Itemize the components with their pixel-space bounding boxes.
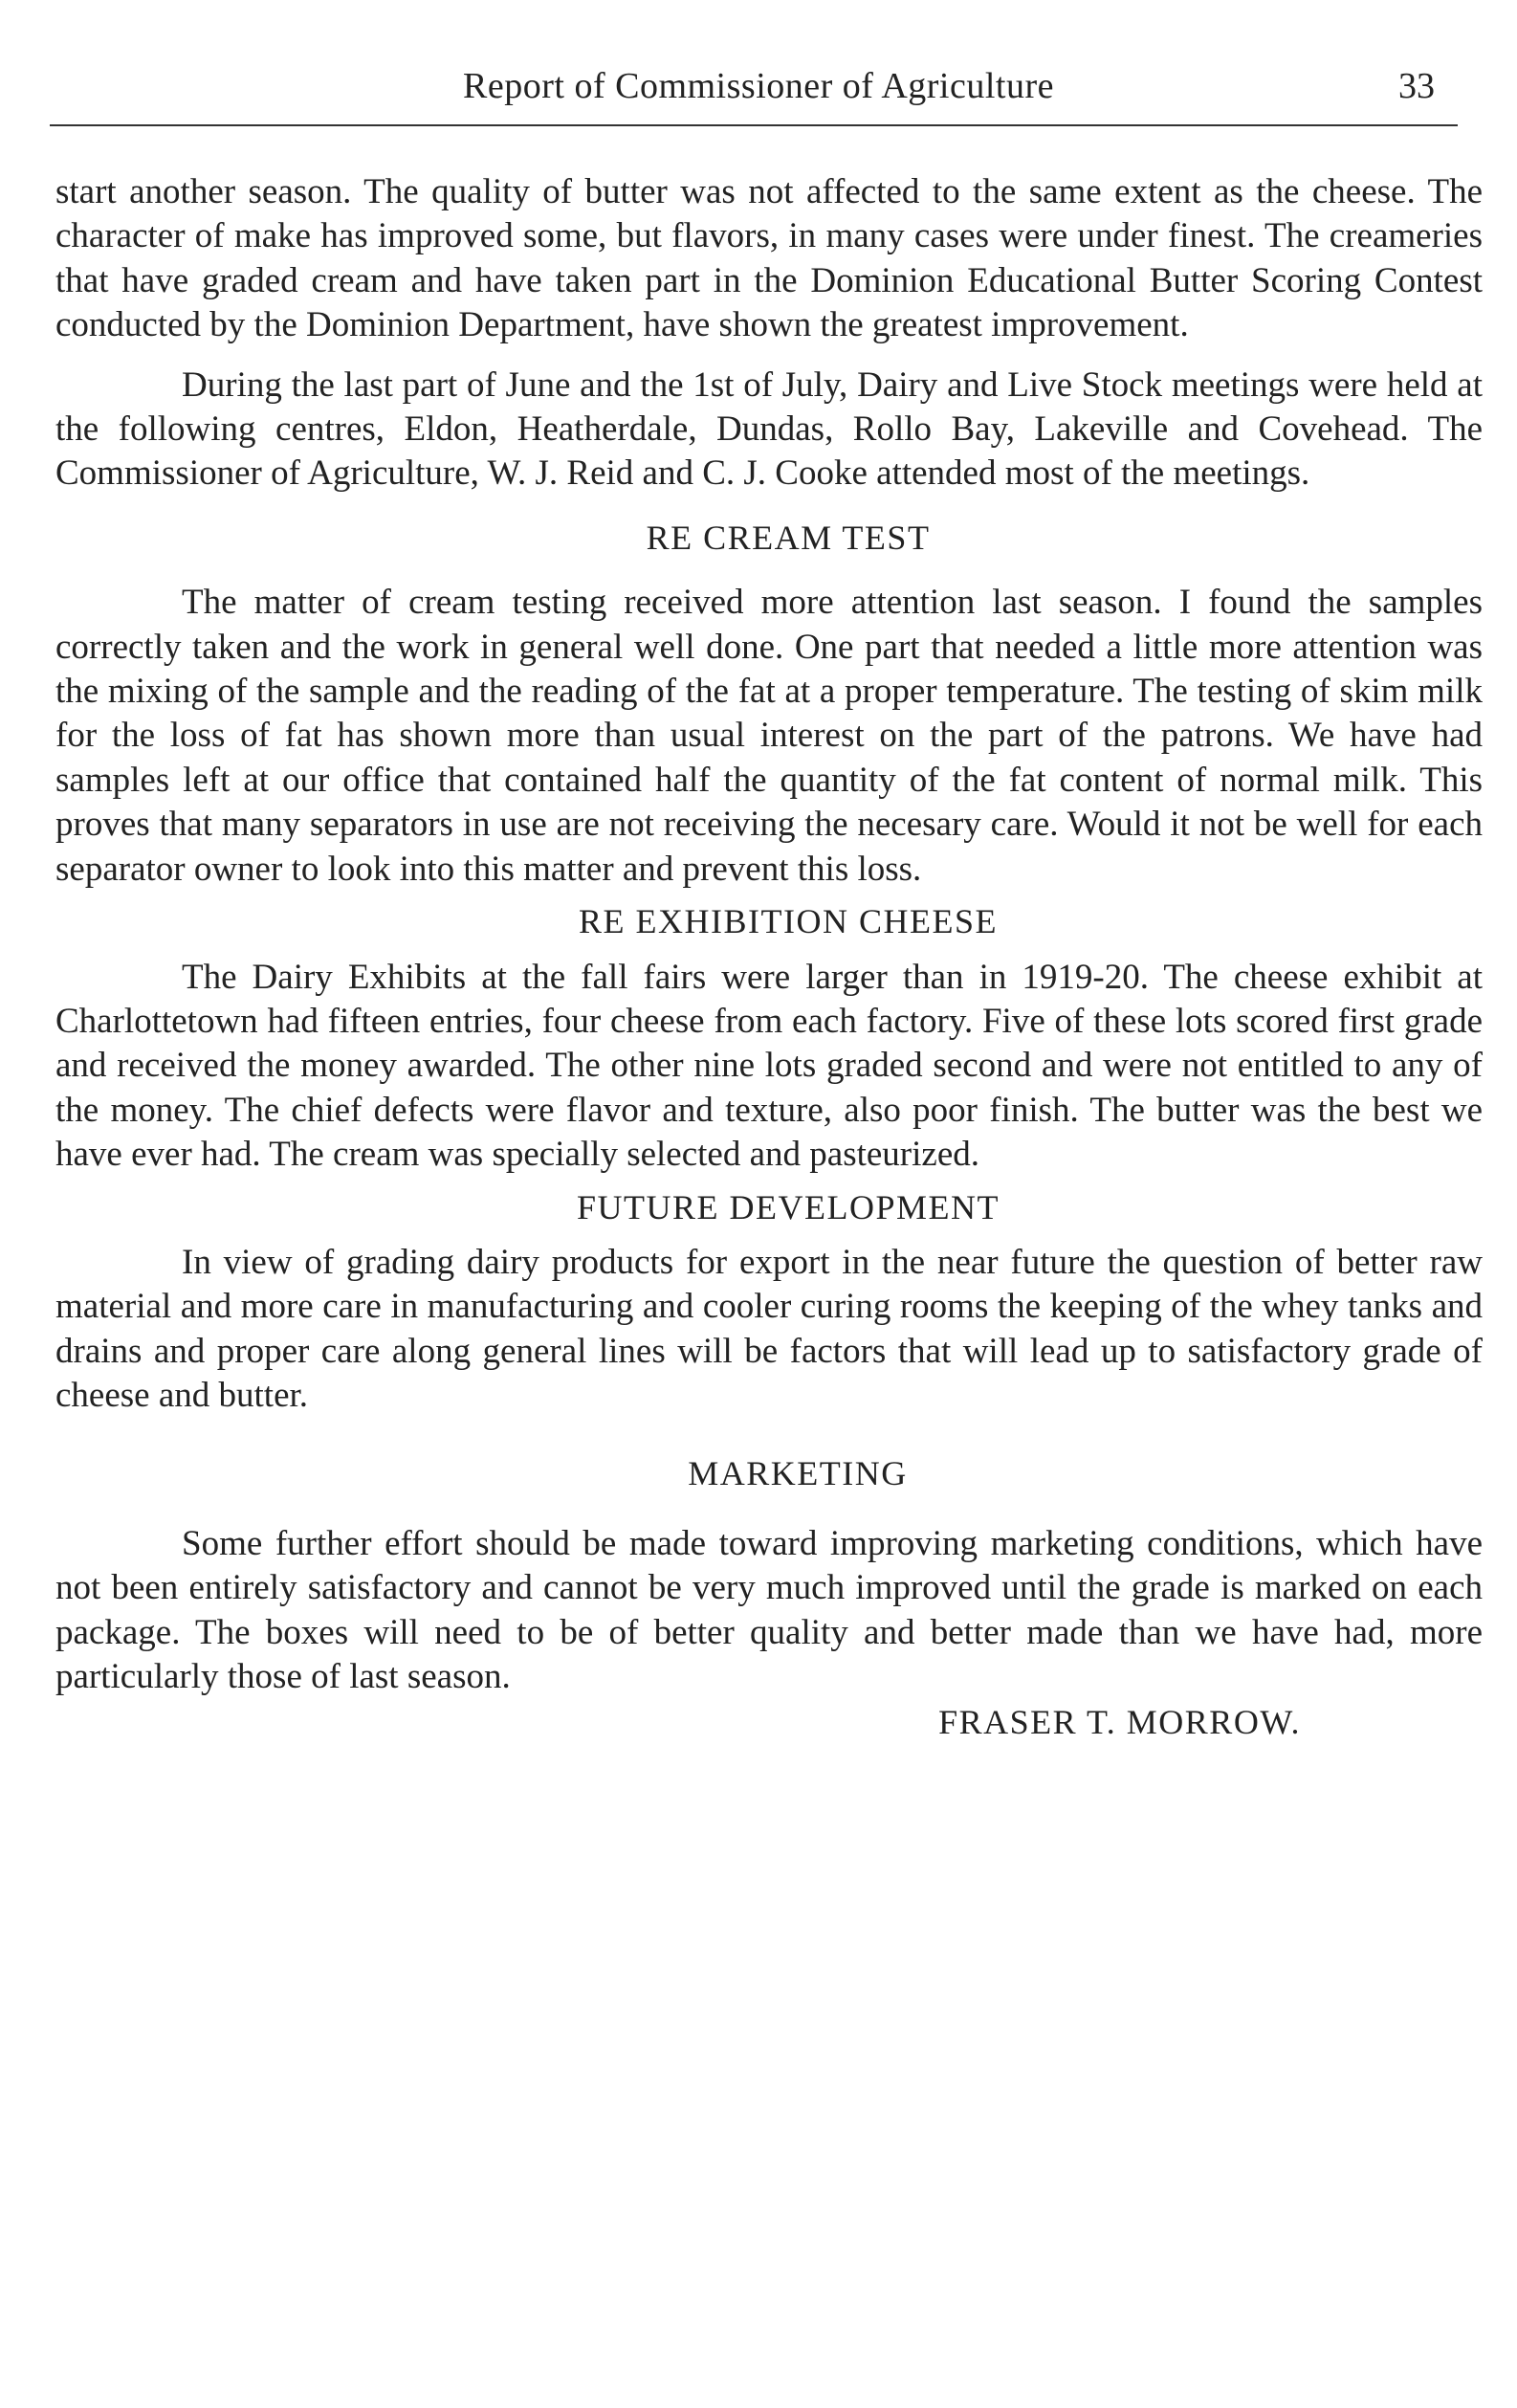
section-text-marketing: Some further effort should be made toward improving marketing conditions, which have not been entirely satisfactory and cannot be very much improved until the grade is marked on each package. The boxes will need to be of better quality and better made than we have had, more particularly those of last season. (55, 1523, 1483, 1697)
section-heading-cream-test: RE CREAM TEST (646, 518, 931, 557)
section-text-cream-test: The matter of cream testing received more attention last season. I found the samples correctly taken and the work in general well done. One part that needed a little more attention was the mixing of the sample and the reading of the fat at a proper temperature. The testing of skim milk for the loss of fat has shown more than usual interest on the part of the patrons. We have had samples left at our office that contained half the quantity of the fat content of normal milk. This proves that many separators in use are not receiving the necesary care. Would it not be well for each separator owner to look into this matter and prevent this loss. (55, 583, 1483, 889)
paragraph-continued: start another season. The quality of butter was not affected to the same extent as the cheese. The character of make has improved some, but flavors, in many cases were under finest. The creameries that have graded cream and have taken part in the Dominion Educational Butter Scoring Contest conducted by the Dominion Department, have shown the greatest improvement. (55, 172, 1483, 345)
page-number: 33 (1398, 66, 1435, 106)
page-header (46, 57, 1471, 119)
paragraph-meetings: During the last part of June and the 1st of July, Dairy and Live Stock meetings were held at the following centres, Eldon, Heatherdale, Dundas, Rollo Bay, Lakeville and Covehead. The Commissioner of Agriculture, W. J. Reid and C. J. Cooke attended most of the meetings. (55, 365, 1483, 494)
page-body (55, 170, 1483, 1744)
section-text-future-development: In view of grading dairy products for export in the near future the question of better raw material and more care in manufacturing and cooler curing rooms the keeping of the whey tanks and drains and proper care along general lines will be factors that will lead up to satisfactory grade of cheese and butter. (55, 1242, 1483, 1416)
signature: FRASER T. MORROW. (938, 1702, 1301, 1741)
section-heading-marketing: MARKETING (688, 1453, 908, 1492)
running-title: Report of Commissioner of Agriculture (463, 66, 1054, 106)
section-heading-exhibition-cheese: RE EXHIBITION CHEESE (579, 902, 998, 941)
header-rule (50, 124, 1458, 126)
section-text-exhibition-cheese: The Dairy Exhibits at the fall fairs were larger than in 1919-20. The cheese exhibit at Charlottetown had fifteen entries, four cheese from each factory. Five of these lots scored first grade and received the money awarded. The other nine lots graded second and were not entitled to any of the money. The chief defects were flavor and texture, also poor finish. The butter was the best we have ever had. The cream was specially selected and pasteurized. (55, 957, 1483, 1175)
section-heading-future-development: FUTURE DEVELOPMENT (577, 1187, 1000, 1226)
